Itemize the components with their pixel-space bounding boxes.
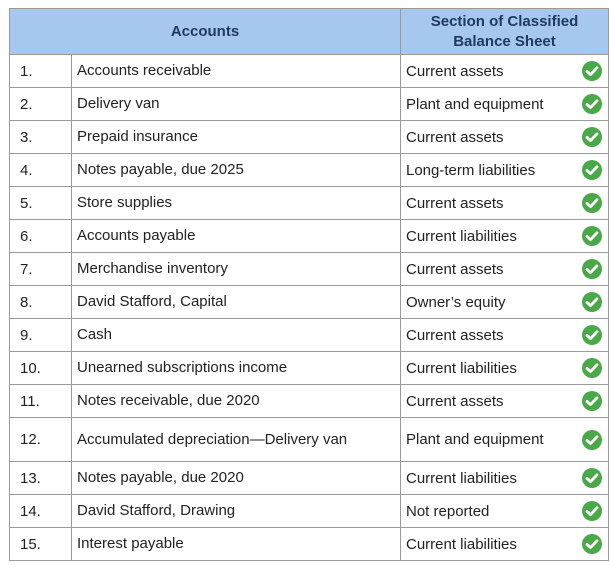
account-name: Accounts payable (72, 220, 401, 253)
row-number: 5. (10, 187, 72, 220)
section-value: Current assets (406, 326, 504, 344)
row-number: 14. (10, 495, 72, 528)
section-value: Long-term liabilities (406, 161, 536, 179)
section-cell (401, 528, 609, 561)
account-name: Delivery van (72, 88, 401, 121)
row-number: 2. (10, 88, 72, 121)
table-row (10, 319, 609, 352)
section-cell (401, 319, 609, 352)
check-circle-icon (582, 468, 602, 488)
section-value: Current liabilities (406, 227, 517, 245)
check-circle-icon (582, 61, 602, 81)
section-cell (401, 88, 609, 121)
section-cell (401, 220, 609, 253)
table-row (10, 253, 609, 286)
section-value: Owner’s equity (406, 293, 506, 311)
account-name: David Stafford, Capital (72, 286, 401, 319)
row-number: 13. (10, 462, 72, 495)
account-name: Notes payable, due 2025 (72, 154, 401, 187)
table-row (10, 154, 609, 187)
check-circle-icon (582, 358, 602, 378)
table-row (10, 495, 609, 528)
table-header-row (10, 9, 609, 55)
section-value: Current assets (406, 260, 504, 278)
section-value: Not reported (406, 502, 490, 520)
table-row (10, 88, 609, 121)
section-cell (401, 253, 609, 286)
check-circle-icon (582, 160, 602, 180)
accounts-header: Accounts (10, 9, 401, 55)
section-cell (401, 286, 609, 319)
row-number: 11. (10, 385, 72, 418)
section-cell (401, 385, 609, 418)
check-circle-icon (582, 534, 602, 554)
table-row (10, 220, 609, 253)
table-row (10, 528, 609, 561)
section-cell (401, 352, 609, 385)
classified-balance-sheet-table (9, 8, 609, 561)
account-name: David Stafford, Drawing (72, 495, 401, 528)
row-number: 9. (10, 319, 72, 352)
row-number: 12. (10, 418, 72, 462)
section-cell (401, 55, 609, 88)
table-row (10, 462, 609, 495)
row-number: 8. (10, 286, 72, 319)
check-circle-icon (582, 501, 602, 521)
table-row (10, 418, 609, 462)
check-circle-icon (582, 391, 602, 411)
table-row (10, 352, 609, 385)
check-circle-icon (582, 325, 602, 345)
table-row (10, 55, 609, 88)
account-name: Accumulated depreciation—Delivery van (72, 418, 401, 462)
section-cell (401, 495, 609, 528)
section-value: Plant and equipment (406, 95, 544, 113)
section-value: Current assets (406, 62, 504, 80)
section-cell (401, 121, 609, 154)
section-value: Current assets (406, 194, 504, 212)
account-name: Notes receivable, due 2020 (72, 385, 401, 418)
account-name: Cash (72, 319, 401, 352)
row-number: 15. (10, 528, 72, 561)
section-value: Current liabilities (406, 535, 517, 553)
section-value: Current liabilities (406, 469, 517, 487)
check-circle-icon (582, 292, 602, 312)
section-value: Current assets (406, 128, 504, 146)
check-circle-icon (582, 226, 602, 246)
section-cell (401, 462, 609, 495)
account-name: Notes payable, due 2020 (72, 462, 401, 495)
check-circle-icon (582, 259, 602, 279)
account-name: Prepaid insurance (72, 121, 401, 154)
row-number: 6. (10, 220, 72, 253)
row-number: 4. (10, 154, 72, 187)
section-value: Current assets (406, 392, 504, 410)
account-name: Merchandise inventory (72, 253, 401, 286)
row-number: 10. (10, 352, 72, 385)
section-cell (401, 154, 609, 187)
account-name: Accounts receivable (72, 55, 401, 88)
check-circle-icon (582, 127, 602, 147)
section-value: Plant and equipment (406, 431, 544, 448)
account-name: Interest payable (72, 528, 401, 561)
check-circle-icon (582, 94, 602, 114)
row-number: 3. (10, 121, 72, 154)
table-row (10, 286, 609, 319)
row-number: 7. (10, 253, 72, 286)
account-name: Store supplies (72, 187, 401, 220)
section-cell (401, 187, 609, 220)
table-row (10, 121, 609, 154)
row-number: 1. (10, 55, 72, 88)
check-circle-icon (582, 430, 602, 450)
section-header: Section of Classified Balance Sheet (401, 9, 609, 55)
section-cell (401, 418, 609, 462)
account-name: Unearned subscriptions income (72, 352, 401, 385)
check-circle-icon (582, 193, 602, 213)
section-value: Current liabilities (406, 359, 517, 377)
table-row (10, 385, 609, 418)
table-row (10, 187, 609, 220)
